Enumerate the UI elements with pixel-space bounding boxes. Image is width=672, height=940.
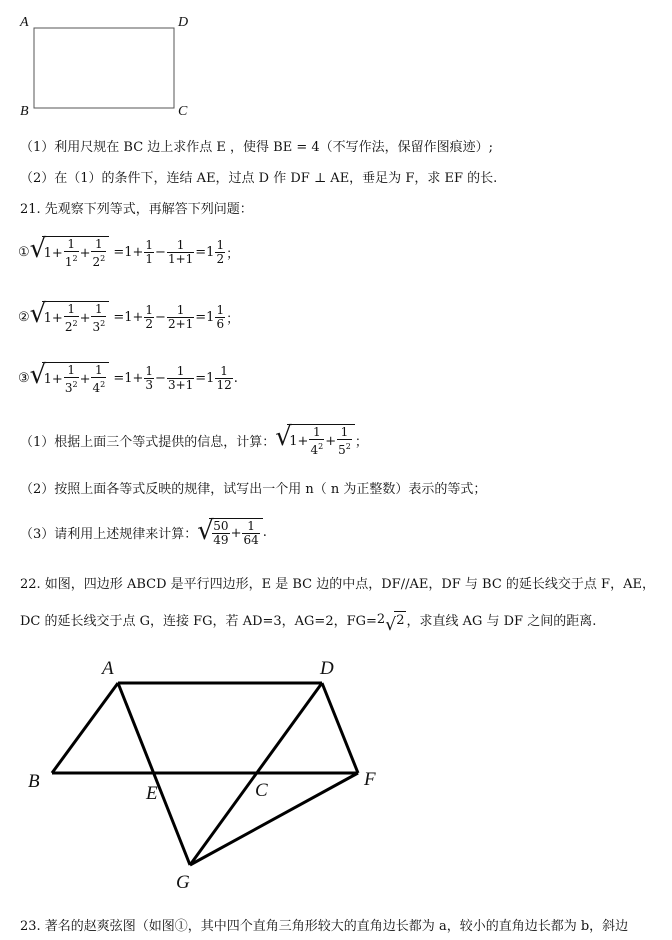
pg-label-c: C: [255, 780, 268, 801]
rect-label-d: D: [178, 15, 189, 30]
pg-label-g: G: [176, 872, 190, 893]
q20-part1: （1）利用尺规在 BC 边上求作点 E ，使得 BE = 4（不写作法，保留作图痕迹）;: [20, 140, 494, 155]
q20-part2: （2）在（1）的条件下，连结 AE，过点 D 作 DF ⊥ AE，垂足为 F，求 EF 的长.: [20, 171, 498, 186]
pg-label-e: E: [146, 783, 158, 804]
q21-part2: （2）按照上面各等式反映的规律，试写出一个用 n（ n 为正整数）表示的等式；: [20, 482, 487, 497]
rect-label-b: B: [20, 104, 29, 119]
q21-equation-3: ③ √ 1+ $\frac{1}{3^2}$ + $\frac{1}{4^2}$ =1+ $\frac{1}{3}$ − $\frac{1}{3+1}$ =1 $\frac{1}{12}$ .: [18, 360, 238, 395]
q21-equation-2: ② √ 1+ $\frac{1}{2^2}$ + $\frac{1}{3^2}$ =1+ $\frac{1}{2}$ − $\frac{1}{2+1}$ =1 $\frac{1}{6}$ ；: [18, 299, 240, 334]
q21-equation-1: ① √ 1+ $\frac{1}{1^2}$ + $\frac{1}{2^2}$ =1+ $\frac{1}{1}$ − $\frac{1}{1+1}$ =1 $\frac{1}{2}$ ；: [18, 234, 240, 269]
parallelogram-figure: [0, 640, 420, 900]
q23-text: 23. 著名的赵爽弦图（如图①，其中四个直角三角形较大的直角边长都为 a，较小的直角边长都为 b，斜边: [20, 919, 629, 934]
rect-label-a: A: [20, 15, 29, 30]
pg-label-d: D: [320, 658, 334, 679]
q21-part3: （3）请利用上述规律来计算： √ $\frac{50}{49}$ + $\frac{1}{64}$ .: [20, 516, 267, 547]
pg-label-b: B: [28, 771, 40, 792]
q21-part1: （1）根据上面三个等式提供的信息，计算： √ 1+ $\frac{1}{4^2}$ + $\frac{1}{5^2}$ ；: [20, 422, 368, 457]
q22-line2: DC 的延长线交于点 G，连接 FG，若 AD=3，AG=2，FG= 2 √ 2 ，求直线 AG 与 DF 之间的距离.: [20, 612, 597, 635]
pg-label-f: F: [364, 769, 376, 790]
q21-title: 21. 先观察下列等式，再解答下列问题：: [20, 202, 253, 217]
q22-line1: 22. 如图，四边形 ABCD 是平行四边形，E 是 BC 边的中点，DF//AE，DF 与 BC 的延长线交于点 F，AE，: [20, 577, 655, 592]
pg-label-a: A: [102, 658, 114, 679]
rect-label-c: C: [178, 104, 188, 119]
